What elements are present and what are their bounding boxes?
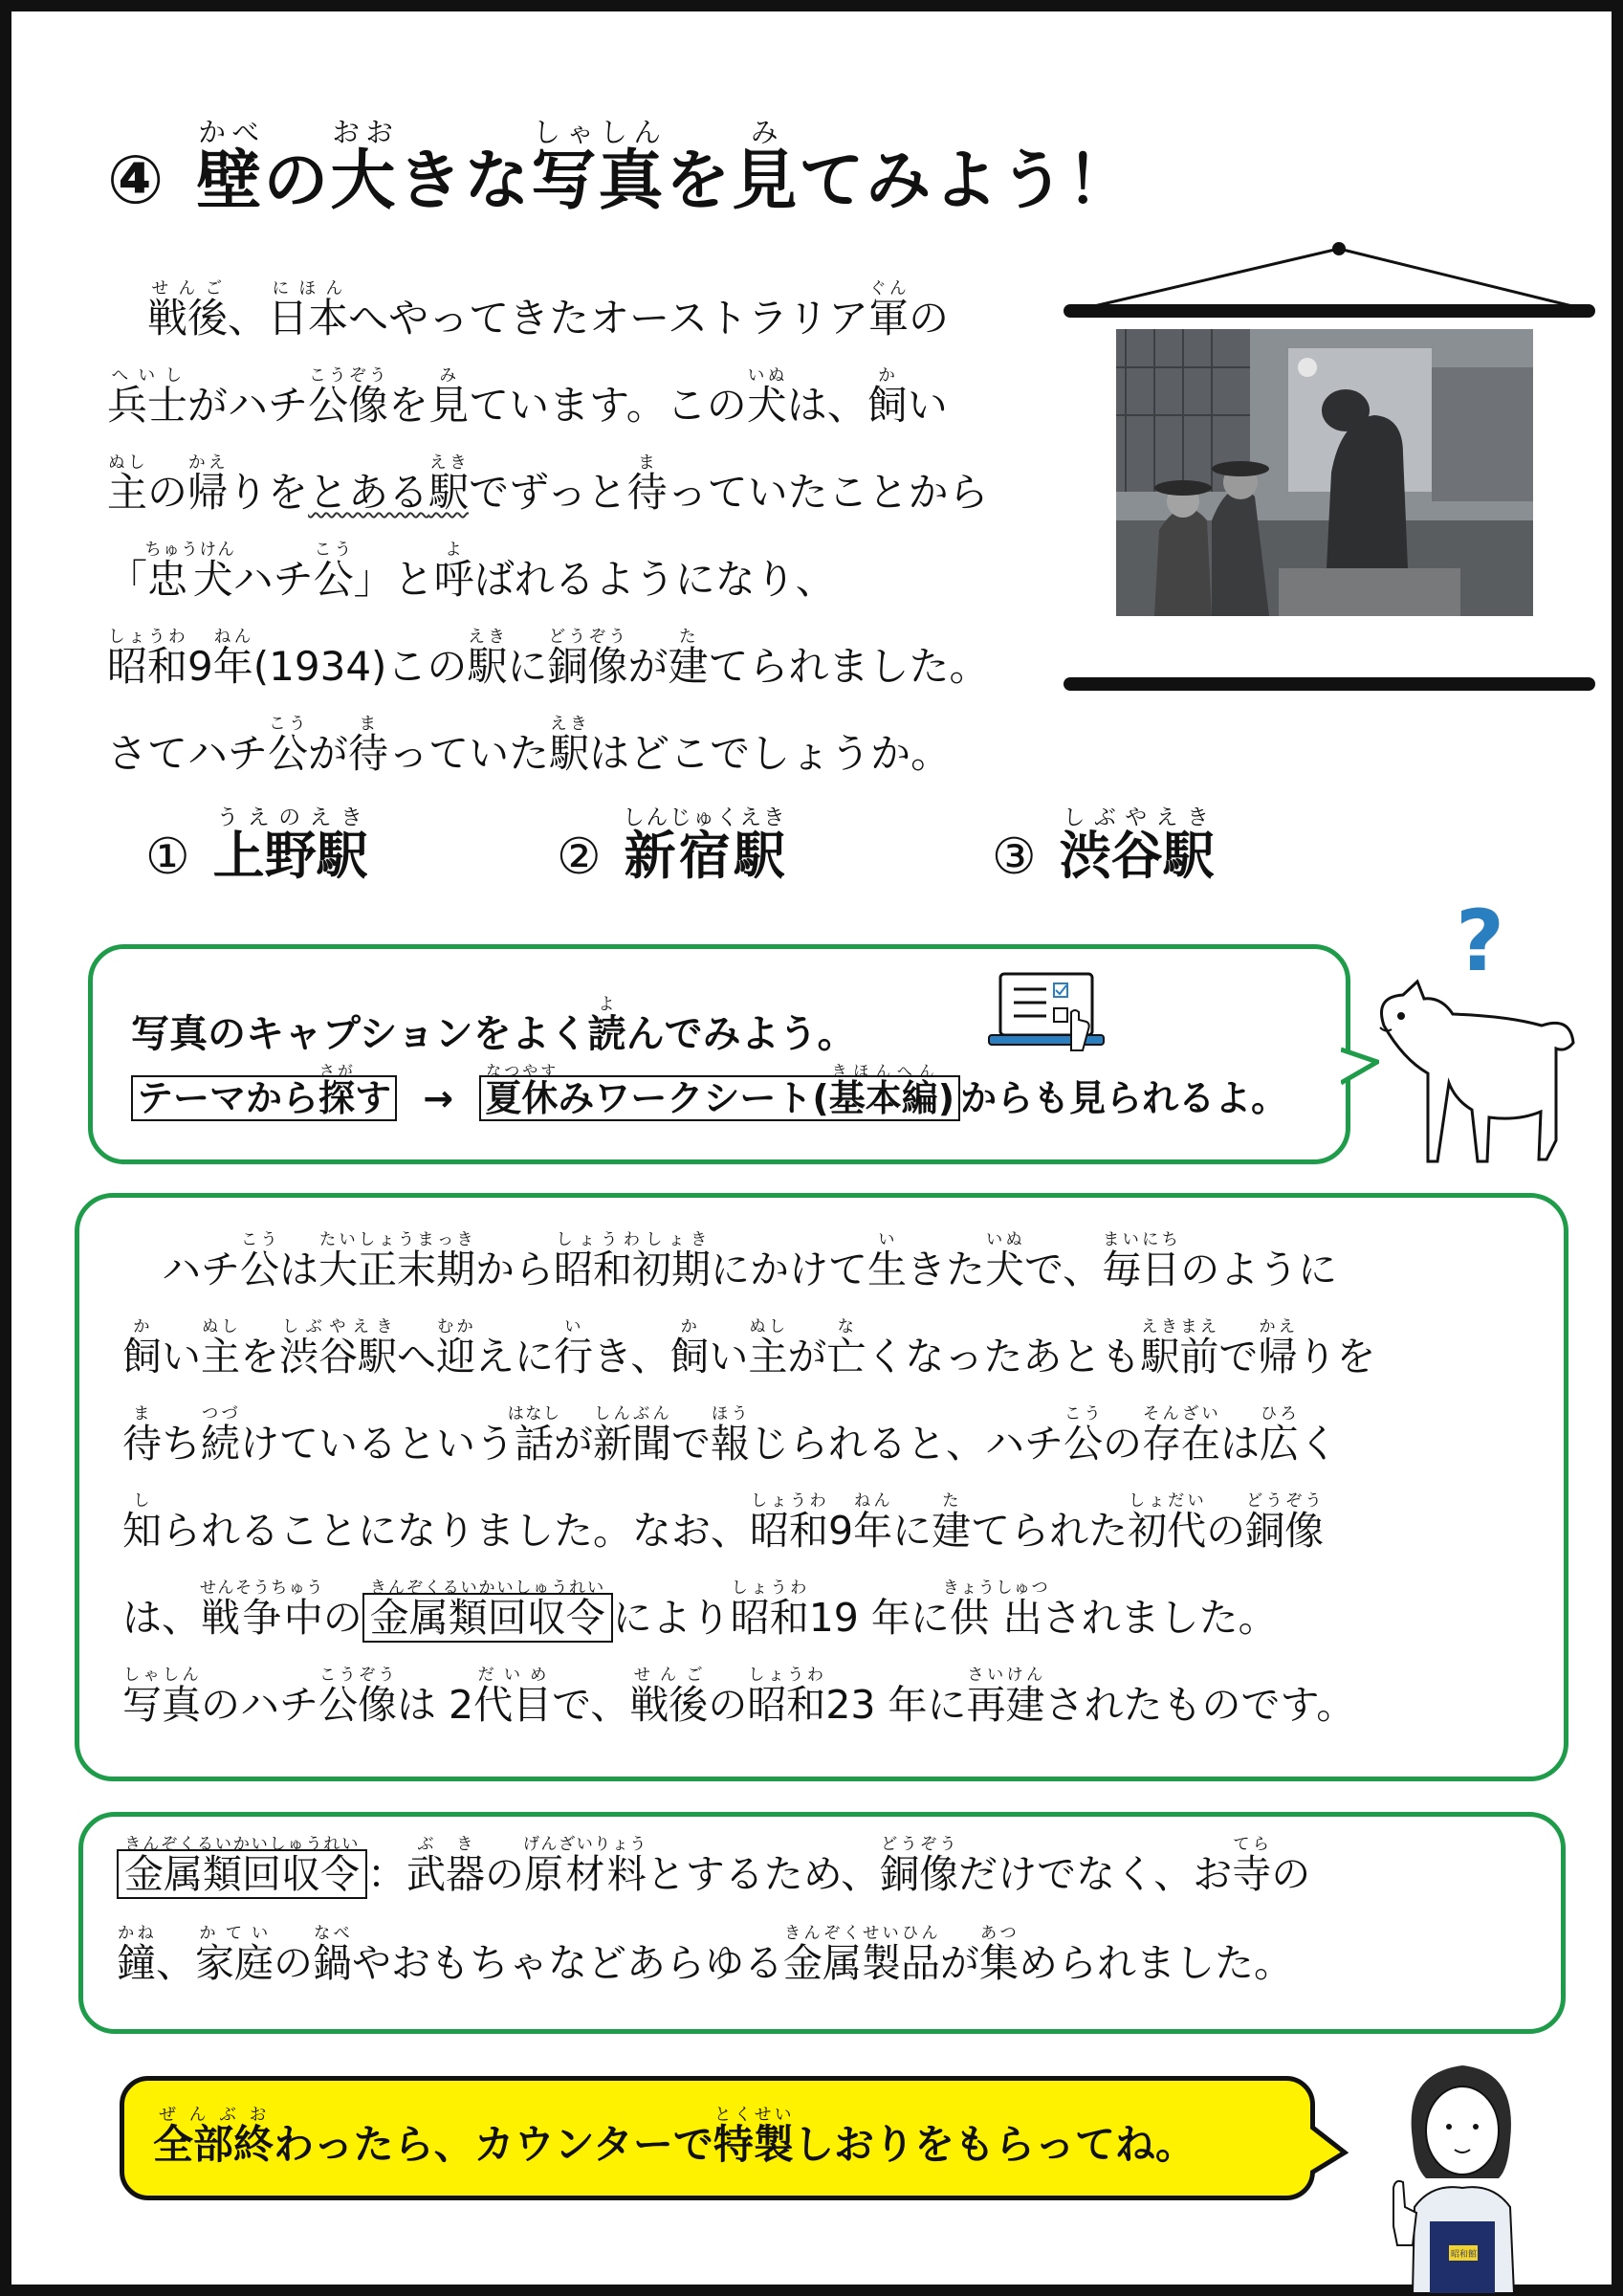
info-line: 知しられることになりました。なお、昭和しょうわ9年ねんに建たてられた初代しょだいの銅像どうぞう <box>122 1491 1325 1554</box>
info-box <box>75 1193 1568 1781</box>
banner-text: 全部終ぜんぶおわったら、カウンターで特製とくせいしおりをもらってね。 <box>153 2106 1195 2168</box>
glossary-line: 鐘かね、家庭かていの鍋なべやおもちゃなどあらゆる金属製品きんぞくせいひんが集あつめられました。 <box>117 1924 1293 1986</box>
scroll-rod-bottom <box>1064 677 1595 691</box>
intro-line: 主ぬしの帰かえりをとある駅えきでずっと待まっていたことから <box>107 453 989 516</box>
glossary-note <box>78 1812 1566 2034</box>
scroll-rod-top <box>1064 304 1595 318</box>
info-line: ハチ公こうは大正末期たいしょうまっきから昭和初期しょうわしょきにかけて生いきた犬いぬで、毎日まいにちのように <box>162 1230 1338 1292</box>
question-mark-icon: ? <box>1456 892 1505 990</box>
glossary-text <box>117 1830 1310 2008</box>
question-number: ④ <box>107 141 166 219</box>
intro-line: 「忠犬ちゅうけんハチ公こう」と呼よばれるようになり、 <box>107 541 836 603</box>
info-line: 飼かい主ぬしを渋谷駅しぶやえきへ迎むかえに行いき、飼かい主ぬしが亡なくなったあとも駅前えきまえで帰かえりを <box>122 1317 1376 1380</box>
dog-illustration <box>1365 882 1585 1169</box>
intro-line: 戦後せんご、日本にほんへやってきたオーストラリア軍ぐんの <box>147 279 949 342</box>
choice-ueno[interactable]: ① 上野駅うえのえき <box>145 806 368 886</box>
intro-paragraph <box>107 275 1064 797</box>
tip-instruction: 写真のキャプションをよく読よんでみよう。 <box>131 994 856 1056</box>
info-line: 待まち続つづけているという話はなしが新聞しんぶんで報ほうじられると、ハチ公こうの存在そんざいは広ひろく <box>122 1404 1338 1467</box>
svg-text:昭和館: 昭和館 <box>1451 2250 1478 2260</box>
info-paragraph <box>122 1226 1538 1749</box>
glossary-term: 金属類回収令きんぞくるいかいしゅうれい <box>117 1849 367 1899</box>
intro-line: 昭和しょうわ9年ねん(1934)この駅えきに銅像どうぞうが建たてられました。 <box>107 628 990 690</box>
hanging-photo <box>1056 241 1597 681</box>
hachiko-photo <box>1116 329 1533 616</box>
banner-tail <box>1310 2116 1349 2183</box>
tip-bubble <box>88 944 1350 1164</box>
info-line: 写真しゃしんのハチ公像こうぞうは 2代目だいめで、戦後せんごの昭和しょうわ23 年に再建さいけんされたものです。 <box>122 1666 1356 1728</box>
choice-shibuya[interactable]: ③ 渋谷駅しぶやえき <box>992 806 1215 886</box>
answer-choices <box>145 806 1293 893</box>
completion-banner <box>120 2076 1315 2200</box>
info-line: は、戦争中せんそうちゅうの 金属類回収令きんぞくるいかいしゅうれいにより昭和しょうわ19 年に供出きょうしゅつされました。 <box>122 1578 1278 1641</box>
choice-shinjuku[interactable]: ② 新宿駅しんじゅくえき <box>557 806 787 886</box>
term-box: 金属類回収令きんぞくるいかいしゅうれい <box>362 1593 613 1643</box>
summer-worksheet-button[interactable]: 夏休なつやすみワークシート(基本編きほんへん) <box>479 1075 960 1121</box>
theme-search-button[interactable]: テーマから探さがす <box>131 1075 397 1121</box>
staff-illustration <box>1374 2054 1551 2293</box>
tip-navigation: テーマから探さがす → 夏休なつやすみワークシート(基本編きほんへん) からも見られるよ。 <box>131 1062 1287 1133</box>
arrow-icon: → <box>423 1077 454 1119</box>
underlined-phrase: とある <box>308 469 429 516</box>
intro-line: 兵士へいしがハチ公像こうぞうを見みています。この犬いぬは、飼かい <box>107 366 948 429</box>
intro-line: さてハチ公こうが待まっていた駅えきはどこでしょうか。 <box>107 715 952 777</box>
glossary-line: 金属類回収令きんぞくるいかいしゅうれい：武器ぶきの原材料げんざいりょうとするため、銅像どうぞうだけでなく、お寺てらの <box>117 1830 1310 1919</box>
laptop-checklist-icon <box>987 970 1107 1056</box>
page-title: ④ 壁かべの大おおきな写真しゃしんを見みてみよう！ <box>107 116 1134 219</box>
